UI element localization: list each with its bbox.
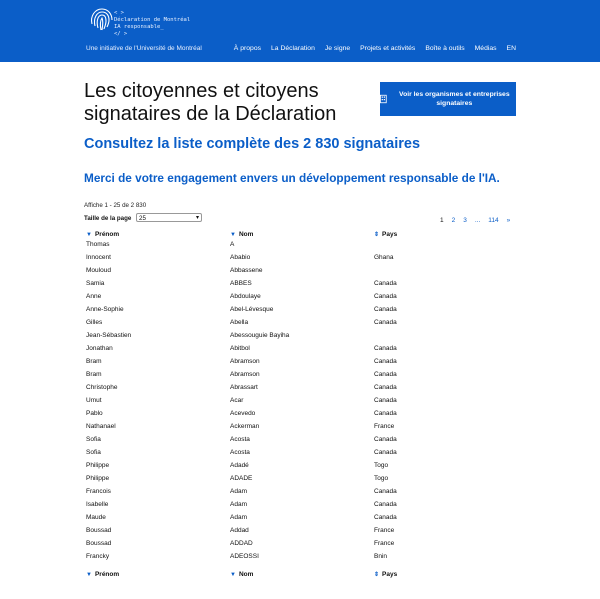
table-row: [0, 514, 600, 527]
nom-cell: Adam: [230, 501, 247, 508]
prenom-cell: Boussad: [86, 540, 112, 547]
table-row: [0, 332, 600, 345]
next-page-link[interactable]: »: [506, 217, 511, 224]
sort-down-icon: ▼: [86, 232, 92, 238]
pagination: [440, 217, 510, 224]
nom-cell: Abrassart: [230, 384, 258, 391]
pays-cell: France: [374, 540, 395, 547]
nav-a-propos[interactable]: À propos: [233, 45, 262, 52]
prenom-cell: Pablo: [86, 410, 103, 417]
footer-header-pays-label: Pays: [382, 571, 398, 578]
table-row: [0, 449, 600, 462]
prenom-cell: Bram: [86, 371, 102, 378]
prenom-cell: Anne-Sophie: [86, 306, 124, 313]
table-row: [0, 553, 600, 566]
pays-cell: France: [374, 527, 395, 534]
prenom-cell: Bram: [86, 358, 102, 365]
prenom-cell: Francky: [86, 553, 110, 560]
pays-cell: Canada: [374, 514, 397, 521]
column-header-pays[interactable]: [374, 231, 397, 238]
column-header-nom-label: Nom: [238, 231, 254, 238]
footer-header-nom[interactable]: [230, 571, 253, 578]
table-row: [0, 293, 600, 306]
pays-cell: Canada: [374, 436, 397, 443]
sort-both-icon: ⇕: [374, 572, 380, 578]
prenom-cell: Sofia: [86, 436, 101, 443]
chevron-down-icon: ▾: [195, 215, 199, 221]
page-size-value: 25: [139, 215, 146, 222]
nom-cell: Acar: [230, 397, 244, 404]
footer-header-nom-label: Nom: [238, 571, 254, 578]
column-header-prenom-label: Prénom: [94, 231, 120, 238]
table-row: [0, 267, 600, 280]
table-row: [0, 358, 600, 371]
prenom-cell: Samia: [86, 280, 105, 287]
table-row: [0, 540, 600, 553]
table-row: [0, 306, 600, 319]
page-size-label: Taille de la page: [84, 215, 132, 222]
nav-lang-en[interactable]: EN: [506, 45, 516, 52]
nom-cell: Acosta: [230, 436, 250, 443]
nom-cell: Adadé: [230, 462, 249, 469]
pays-cell: Canada: [374, 397, 397, 404]
table-row: [0, 280, 600, 293]
prenom-cell: Philippe: [86, 462, 110, 469]
pays-cell: Canada: [374, 293, 397, 300]
prenom-cell: Nathanael: [86, 423, 116, 430]
page-link-114[interactable]: 114: [488, 217, 499, 224]
pays-cell: Canada: [374, 410, 397, 417]
prenom-cell: Isabelle: [86, 501, 109, 508]
nom-cell: Abbassene: [230, 267, 263, 274]
pays-cell: Canada: [374, 371, 397, 378]
sort-both-icon: ⇕: [374, 232, 380, 238]
pays-cell: Canada: [374, 319, 397, 326]
nom-cell: Adam: [230, 488, 247, 495]
pays-cell: Canada: [374, 501, 397, 508]
prenom-cell: Maude: [86, 514, 106, 521]
nav-boite-outils[interactable]: Boîte à outils: [425, 45, 465, 52]
column-header-prenom[interactable]: [86, 231, 119, 238]
table-row: [0, 436, 600, 449]
page-link-1[interactable]: 1: [440, 217, 444, 224]
organisations-button[interactable]: [380, 82, 516, 116]
table-row: [0, 241, 600, 254]
nom-cell: Addad: [230, 527, 249, 534]
table-row: [0, 462, 600, 475]
nom-cell: Ackerman: [230, 423, 260, 430]
footer-header-prenom[interactable]: [86, 571, 119, 578]
prenom-cell: Jean-Sébastien: [86, 332, 132, 339]
nom-cell: ADEOSSI: [230, 553, 259, 560]
page-title: Les citoyennes et citoyens signataires de la Déclaration: [84, 80, 337, 125]
pays-cell: Togo: [374, 462, 389, 469]
signatories-count-heading: Consultez la liste complète des 2 830 signataires: [84, 136, 421, 152]
tagline: Une initiative de l'Université de Montréal: [86, 45, 202, 52]
pays-cell: Canada: [374, 280, 397, 287]
results-count: Affiche 1 - 25 de 2 830: [84, 202, 147, 209]
table-row: [0, 254, 600, 267]
thanks-heading: Merci de votre engagement envers un développement responsable de l'IA.: [84, 171, 500, 185]
prenom-cell: Gilles: [86, 319, 103, 326]
page-size-select[interactable]: [136, 213, 202, 222]
main-nav: [234, 45, 516, 52]
pays-cell: Ghana: [374, 254, 394, 261]
sort-down-icon: ▼: [86, 572, 92, 578]
prenom-cell: Philippe: [86, 475, 110, 482]
table-row: [0, 397, 600, 410]
nom-cell: Abdoulaye: [230, 293, 261, 300]
nom-cell: Acosta: [230, 449, 250, 456]
nom-cell: Abel-Lévesque: [230, 306, 274, 313]
nom-cell: Abella: [230, 319, 249, 326]
table-row: [0, 384, 600, 397]
footer-header-prenom-label: Prénom: [94, 571, 120, 578]
prenom-cell: Innocent: [86, 254, 111, 261]
sort-down-icon: ▼: [230, 232, 236, 238]
table-row: [0, 423, 600, 436]
fingerprint-logo-icon[interactable]: [86, 4, 116, 34]
nav-medias[interactable]: Médias: [474, 45, 497, 52]
nav-la-declaration[interactable]: La Déclaration: [271, 45, 315, 52]
pays-cell: Canada: [374, 384, 397, 391]
prenom-cell: Umut: [86, 397, 102, 404]
logo-text[interactable]: < > Déclaration de Montréal IA responsable_ </ >: [114, 10, 191, 37]
pays-cell: Bnin: [374, 553, 388, 560]
table-row: [0, 371, 600, 384]
prenom-cell: Boussad: [86, 527, 112, 534]
organisations-button-label: Voir les organismes et entreprises signataires: [399, 91, 510, 107]
prenom-cell: Thomas: [86, 241, 110, 248]
sort-down-icon: ▼: [230, 572, 236, 578]
pays-cell: Canada: [374, 488, 397, 495]
nom-cell: Abramson: [230, 371, 260, 378]
page-ellipsis: ...: [474, 217, 481, 224]
table-row: [0, 410, 600, 423]
page-link-2[interactable]: 2: [451, 217, 456, 224]
nom-cell: Abessouguie Bayiha: [230, 332, 290, 339]
prenom-cell: Christophe: [86, 384, 118, 391]
prenom-cell: Anne: [86, 293, 102, 300]
pays-cell: Canada: [374, 306, 397, 313]
pays-cell: Canada: [374, 345, 397, 352]
nom-cell: Abramson: [230, 358, 260, 365]
prenom-cell: Sofia: [86, 449, 101, 456]
pays-cell: France: [374, 423, 395, 430]
pays-cell: Canada: [374, 358, 397, 365]
table-row: [0, 527, 600, 540]
column-header-pays-label: Pays: [382, 231, 398, 238]
table-row: [0, 475, 600, 488]
nom-cell: A: [230, 241, 235, 248]
nav-je-signe[interactable]: Je signe: [324, 45, 351, 52]
nom-cell: Ababio: [230, 254, 251, 261]
prenom-cell: Jonathan: [86, 345, 113, 352]
nom-cell: Abitbol: [230, 345, 250, 352]
pays-cell: Togo: [374, 475, 389, 482]
table-row: [0, 345, 600, 358]
column-header-nom[interactable]: [230, 231, 253, 238]
pays-cell: Canada: [374, 449, 397, 456]
nom-cell: ADADE: [230, 475, 253, 482]
table-row: [0, 319, 600, 332]
nom-cell: Adam: [230, 514, 247, 521]
nom-cell: Acevedo: [230, 410, 256, 417]
nom-cell: ABBES: [230, 280, 252, 287]
table-row: [0, 488, 600, 501]
page-link-3[interactable]: 3: [463, 217, 467, 224]
prenom-cell: Francois: [86, 488, 111, 495]
nav-projets[interactable]: Projets et activités: [360, 45, 416, 52]
prenom-cell: Mouloud: [86, 267, 111, 274]
site-header: [0, 0, 600, 62]
building-icon: [380, 94, 387, 104]
nom-cell: ADDAD: [230, 540, 253, 547]
footer-header-pays[interactable]: [374, 571, 397, 578]
table-row: [0, 501, 600, 514]
